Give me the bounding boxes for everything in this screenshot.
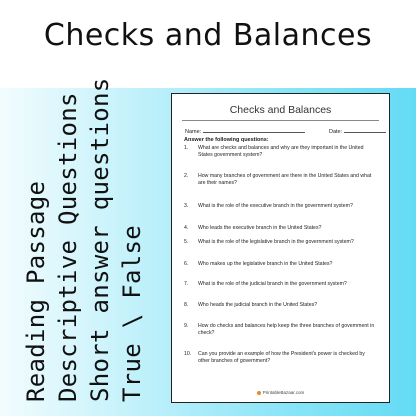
worksheet-preview	[171, 93, 390, 403]
question-text: Who makes up the legislative branch in the United States?	[198, 261, 333, 267]
worksheet-title: Checks and Balances	[229, 104, 332, 116]
date-label: Date:	[329, 129, 343, 135]
question-text: Who heads the judicial branch in the United States?	[198, 302, 318, 308]
name-field	[185, 127, 305, 135]
question-text: Who leads the executive branch in the United States?	[198, 225, 322, 231]
name-line	[203, 127, 305, 133]
question-number: 6.	[184, 261, 189, 267]
question-number: 10.	[184, 351, 192, 357]
feature-short-answer: Short answer questions	[86, 77, 114, 402]
question-number: 9.	[184, 323, 189, 329]
question-number: 8.	[184, 302, 189, 308]
footer-credit	[172, 390, 389, 395]
question-text: What is the role of the legislative branch in the government system?	[198, 239, 354, 245]
question-number: 1.	[184, 145, 189, 151]
brand-logo-icon	[257, 391, 261, 395]
title-divider	[182, 120, 379, 121]
question-number: 2.	[184, 173, 189, 179]
date-line	[344, 127, 386, 133]
question-number: 4.	[184, 225, 189, 231]
page-title: Checks and Balances	[43, 18, 373, 53]
feature-descriptive-questions: Descriptive Questions	[54, 92, 82, 402]
question-text: How do checks and balances help keep the three branches of government in check?	[198, 323, 375, 336]
question-text: How many branches of government are there in the United States and what are their names?	[198, 173, 372, 186]
question-text: Can you provide an example of how the President's power is checked by other branches of government?	[198, 351, 365, 364]
footer-text: PrintableBazaar.com	[262, 390, 305, 395]
feature-reading-passage: Reading Passage	[22, 180, 50, 402]
question-number: 3.	[184, 203, 189, 209]
question-text: What is the role of the judicial branch in the government system?	[198, 281, 347, 287]
name-label: Name:	[185, 129, 202, 135]
feature-true-false: True \ False	[118, 225, 146, 402]
question-text: What is the role of the executive branch in the government system?	[198, 203, 353, 209]
question-number: 5.	[184, 239, 189, 245]
question-number: 7.	[184, 281, 189, 287]
date-field	[329, 127, 386, 135]
question-text: What are checks and balances and why are they important in the United States government system?	[198, 145, 364, 158]
instructions: Answer the following questions:	[184, 137, 269, 143]
